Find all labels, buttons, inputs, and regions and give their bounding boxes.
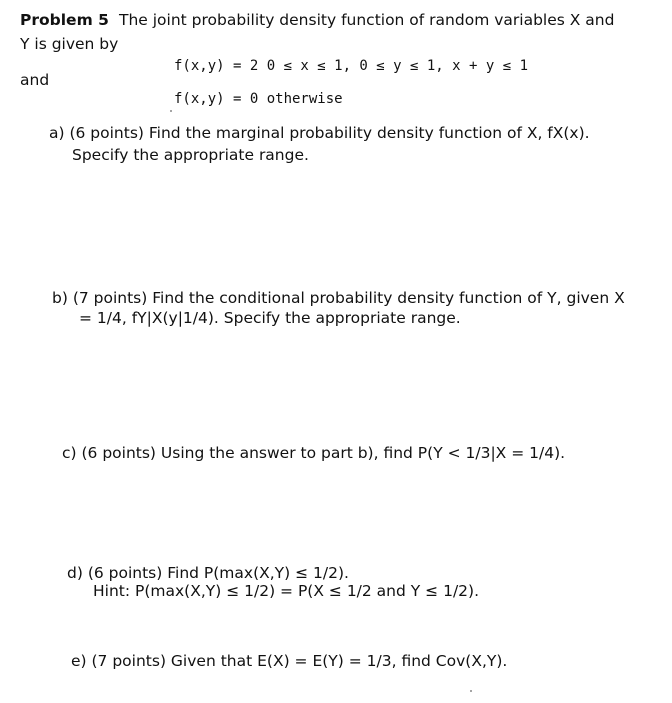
and-word: and <box>20 71 50 89</box>
part-a-line1: a) (6 points) Find the marginal probability density function of X, fX(x). <box>49 124 590 142</box>
problem-label: Problem 5 <box>20 11 109 29</box>
part-b-line2: = 1/4, fY|X(y|1/4). Specify the appropriate range. <box>79 309 461 327</box>
pdf-line-zero: f(x,y) = 0 otherwise <box>174 91 343 107</box>
scan-speck <box>470 690 472 692</box>
problem-intro-line1: The joint probability density function of random variables X and <box>119 11 615 29</box>
part-b-line1: b) (7 points) Find the conditional probability density function of Y, given X <box>52 289 625 307</box>
part-c-line1: c) (6 points) Using the answer to part b), find P(Y < 1/3|X = 1/4). <box>62 444 566 462</box>
problem-intro-line2: Y is given by <box>20 35 119 53</box>
scan-speck <box>170 110 172 112</box>
part-e-line1: e) (7 points) Given that E(X) = E(Y) = 1/3, find Cov(X,Y). <box>71 652 508 670</box>
part-d-line1: d) (6 points) Find P(max(X,Y) ≤ 1/2). <box>67 564 349 582</box>
part-a-line2: Specify the appropriate range. <box>72 146 309 164</box>
part-d-line2: Hint: P(max(X,Y) ≤ 1/2) = P(X ≤ 1/2 and Y ≤ 1/2). <box>93 582 480 600</box>
pdf-line-nonzero: f(x,y) = 2 0 ≤ x ≤ 1, 0 ≤ y ≤ 1, x + y ≤ 1 <box>174 58 529 74</box>
